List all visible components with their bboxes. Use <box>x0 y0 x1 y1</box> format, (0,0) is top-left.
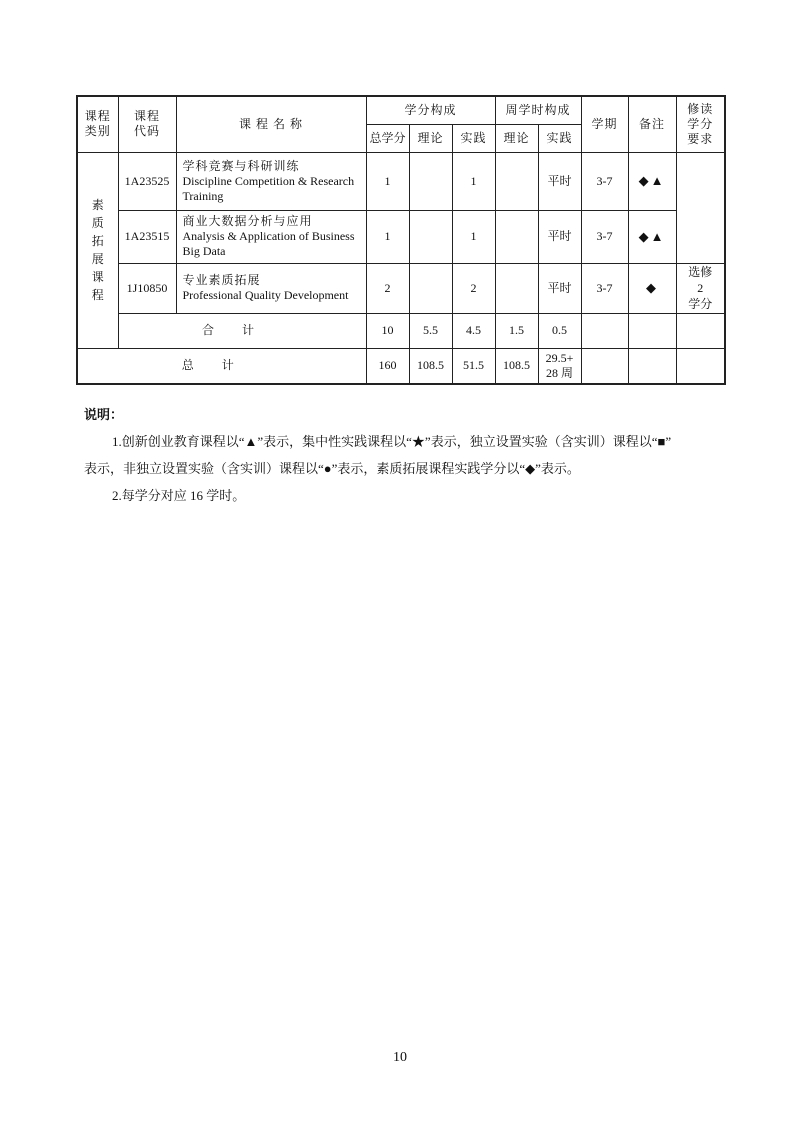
course-name-cn: 商业大数据分析与应用 <box>182 214 313 228</box>
credit-theory <box>409 210 452 263</box>
course-name-cn: 学科竞赛与科研训练 <box>182 158 300 173</box>
header-semester: 学期 <box>581 96 628 152</box>
total-credit-theory: 108.5 <box>409 348 452 384</box>
requirement-empty <box>676 152 725 263</box>
header-category: 课程 类别 <box>77 96 118 152</box>
credit-practice: 2 <box>452 263 495 313</box>
course-name-cn: 专业素质拓展 <box>182 273 261 287</box>
course-name-en: Analysis & Application of Business Big Data <box>182 229 355 258</box>
total-weekly-practice: 29.5+ 28 周 <box>538 348 581 384</box>
header-credit-practice: 实践 <box>452 124 495 152</box>
header-credit-theory: 理论 <box>409 124 452 152</box>
header-credit-group: 学分构成 <box>366 96 495 124</box>
table-row <box>77 210 725 263</box>
course-name <box>176 152 366 210</box>
requirement-cell: 选修 2 学分 <box>676 263 725 313</box>
course-name-en: Professional Quality Development <box>182 288 349 302</box>
header-weekly-group: 周学时构成 <box>495 96 581 124</box>
weekly-practice: 平时 <box>538 152 581 210</box>
header-remark: 备注 <box>628 96 676 152</box>
notes-title: 说明： <box>84 407 124 422</box>
semester: 3-7 <box>581 210 628 263</box>
semester: 3-7 <box>581 152 628 210</box>
note-item-1-continued: 表示，非独立设置实验（含实训）课程以“●”表示，素质拓展课程实践学分以“◆”表示。 <box>84 461 580 476</box>
header-weekly-theory: 理论 <box>495 124 538 152</box>
credit-total: 1 <box>366 152 409 210</box>
header-credit-total: 总学分 <box>366 124 409 152</box>
total-semester <box>581 348 628 384</box>
weekly-theory <box>495 263 538 313</box>
course-name <box>176 263 366 313</box>
weekly-practice: 平时 <box>538 210 581 263</box>
course-code: 1A23515 <box>118 210 176 263</box>
total-credit-total: 160 <box>366 348 409 384</box>
course-table-container <box>76 95 724 385</box>
total-row <box>77 348 725 384</box>
remark-marks: ◆▲ <box>628 152 676 210</box>
weekly-theory <box>495 152 538 210</box>
credit-practice: 1 <box>452 210 495 263</box>
subtotal-credit-theory: 5.5 <box>409 313 452 348</box>
subtotal-remark <box>628 313 676 348</box>
subtotal-row <box>77 313 725 348</box>
subtotal-requirement <box>676 313 725 348</box>
total-weekly-theory: 108.5 <box>495 348 538 384</box>
header-code: 课程 代码 <box>118 96 176 152</box>
total-label: 总计 <box>77 348 366 384</box>
weekly-practice: 平时 <box>538 263 581 313</box>
subtotal-semester <box>581 313 628 348</box>
subtotal-label: 合计 <box>118 313 366 348</box>
course-name <box>176 210 366 263</box>
header-row <box>77 96 725 124</box>
subtotal-credit-total: 10 <box>366 313 409 348</box>
header-weekly-practice: 实践 <box>538 124 581 152</box>
credit-theory <box>409 263 452 313</box>
total-requirement <box>676 348 725 384</box>
credit-total: 1 <box>366 210 409 263</box>
header-name: 课 程 名 称 <box>176 96 366 152</box>
page-number: 10 <box>393 1050 407 1065</box>
notes-section <box>84 401 724 509</box>
remark-marks: ◆ <box>628 263 676 313</box>
table-row <box>77 263 725 313</box>
credit-practice: 1 <box>452 152 495 210</box>
remark-marks: ◆▲ <box>628 210 676 263</box>
category-cell: 素 质 拓 展 课 程 <box>77 152 118 348</box>
course-name-en: Discipline Competition & Research Training <box>182 173 355 203</box>
course-code: 1A23525 <box>118 152 176 210</box>
semester: 3-7 <box>581 263 628 313</box>
credit-theory <box>409 152 452 210</box>
note-item-1: 1.创新创业教育课程以“▲”表示，集中性实践课程以“★”表示，独立设置实验（含实训）课程以“■” <box>112 434 672 449</box>
total-remark <box>628 348 676 384</box>
subtotal-credit-practice: 4.5 <box>452 313 495 348</box>
credit-total: 2 <box>366 263 409 313</box>
weekly-theory <box>495 210 538 263</box>
course-code: 1J10850 <box>118 263 176 313</box>
course-table <box>76 95 726 385</box>
header-requirement: 修读 学分 要求 <box>676 96 725 152</box>
subtotal-weekly-theory: 1.5 <box>495 313 538 348</box>
note-item-2: 2.每学分对应 16 学时。 <box>112 488 246 503</box>
subtotal-weekly-practice: 0.5 <box>538 313 581 348</box>
total-credit-practice: 51.5 <box>452 348 495 384</box>
table-row <box>77 152 725 210</box>
